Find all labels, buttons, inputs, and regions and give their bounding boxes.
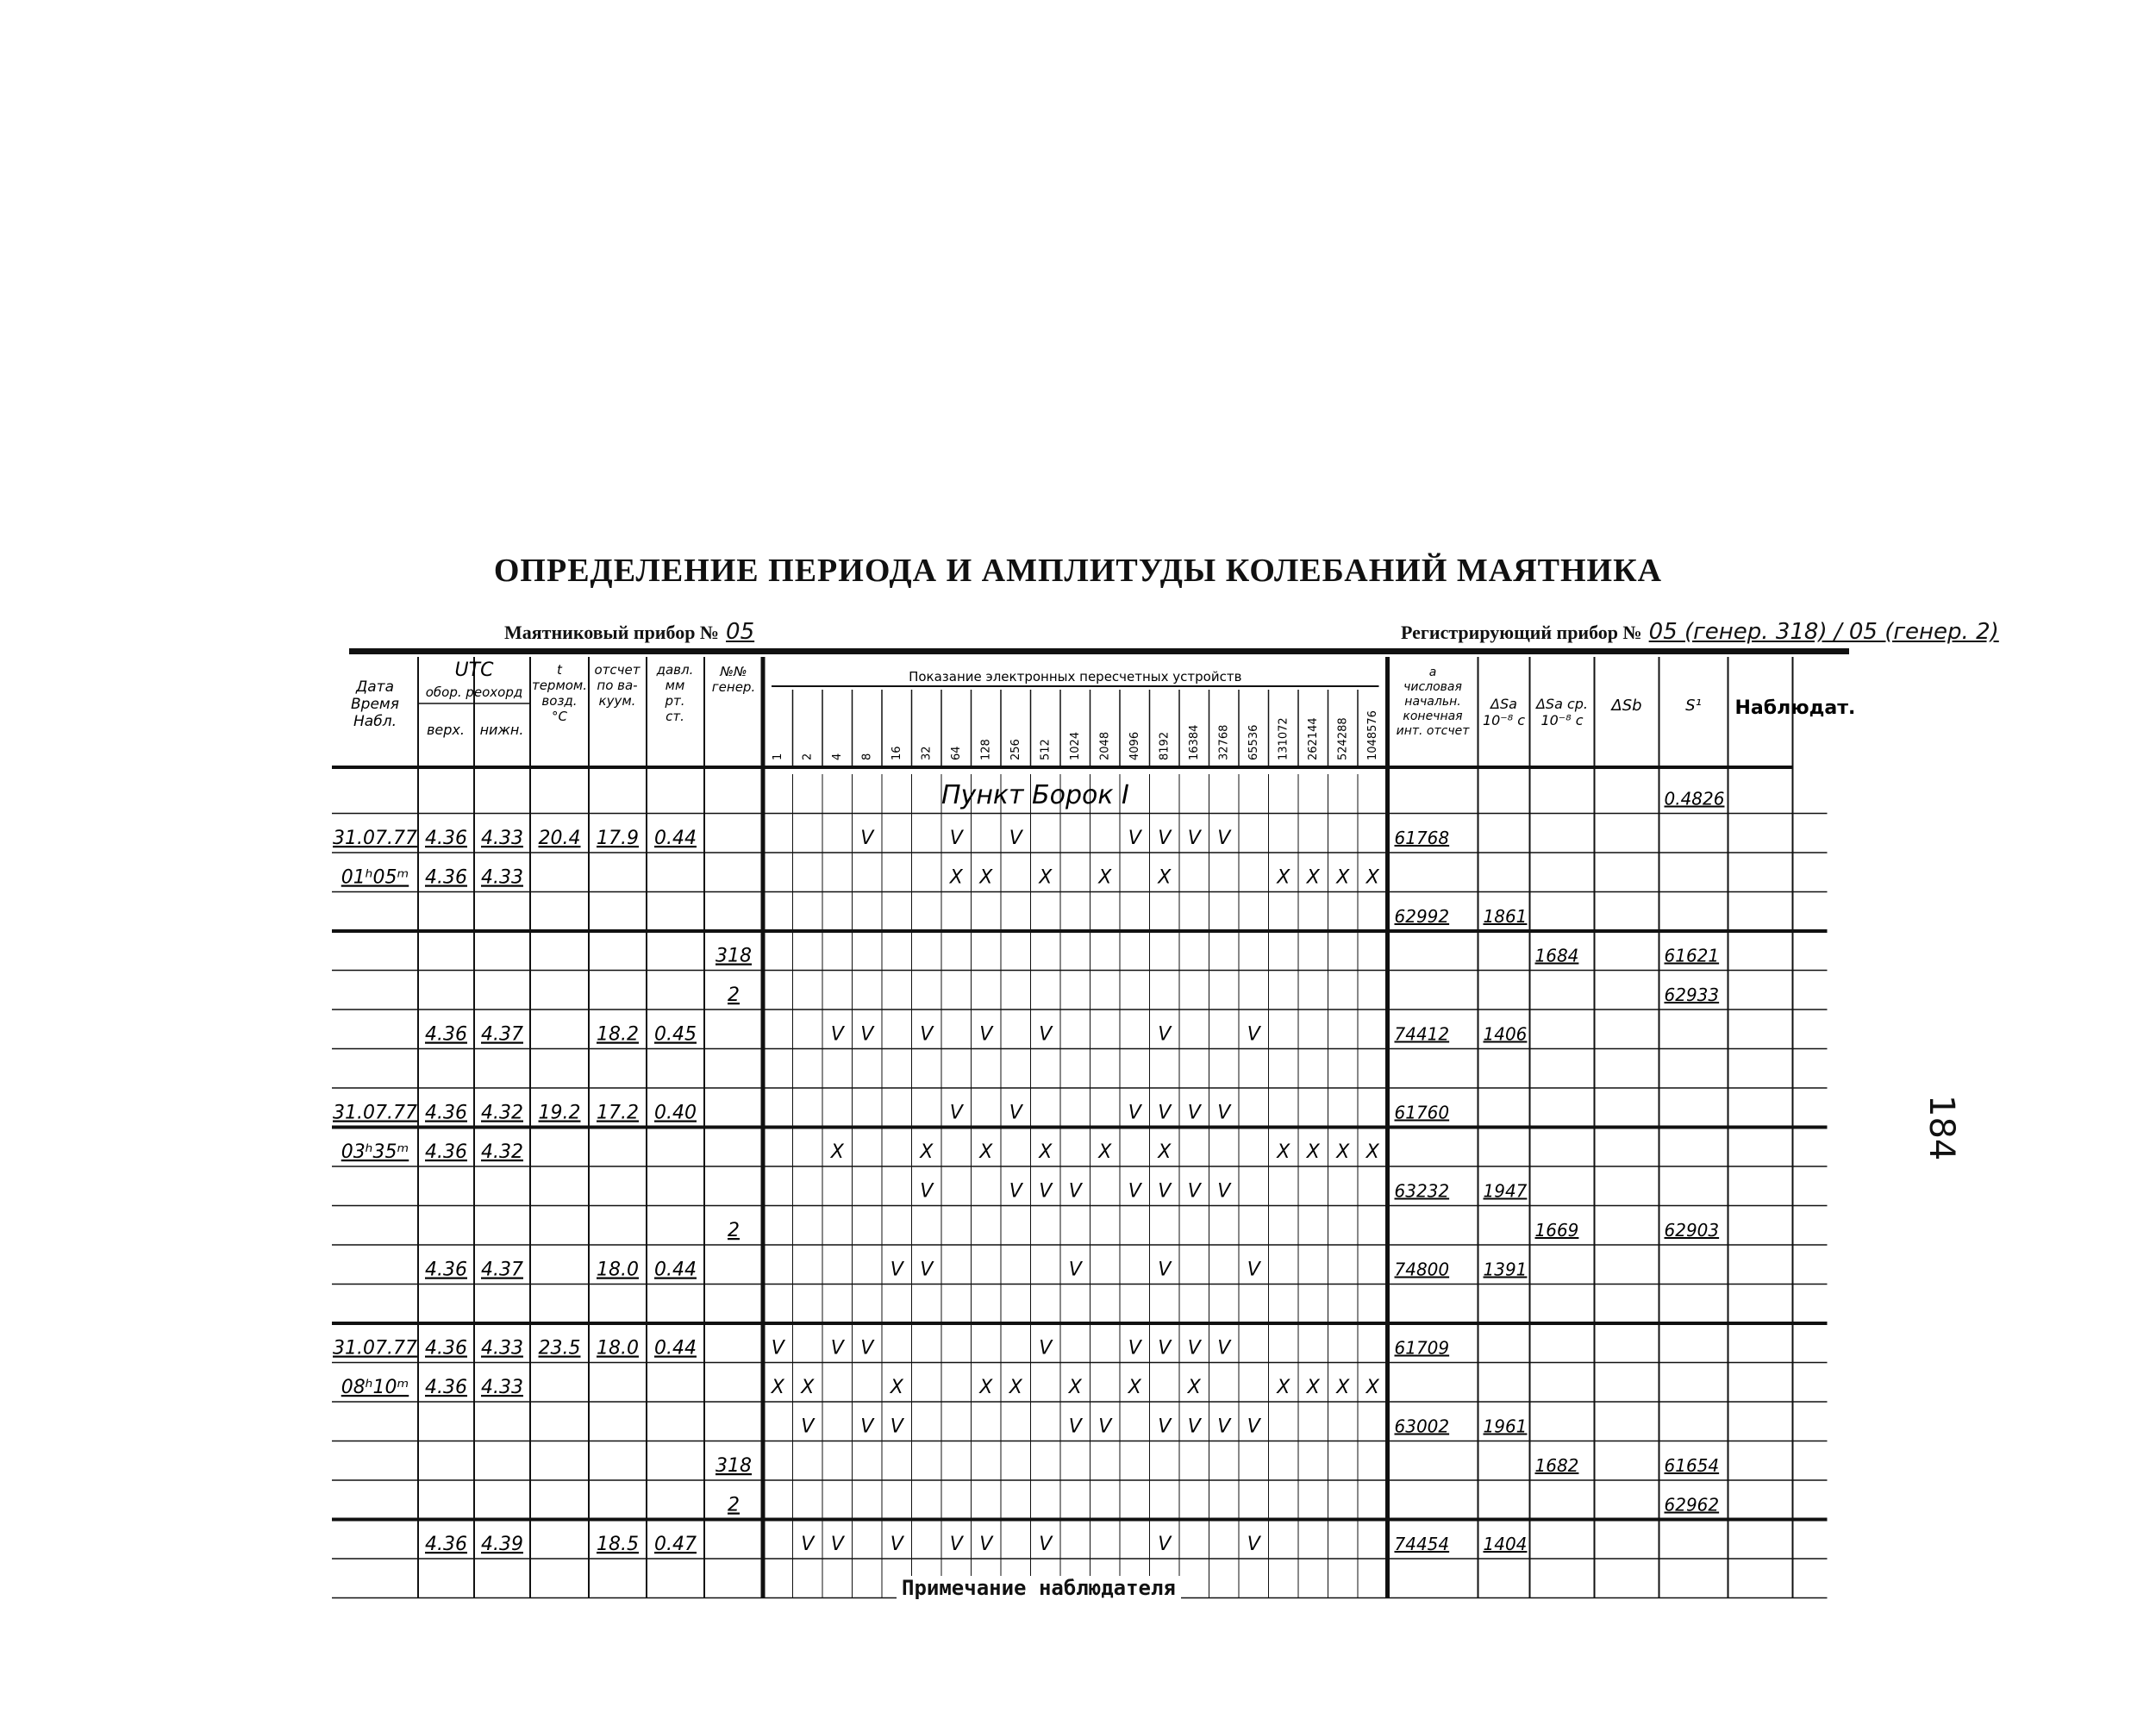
cell-a: 61709	[1394, 1337, 1450, 1359]
cell-lower: 4.33	[481, 866, 523, 889]
cell-vac: 17.9	[597, 828, 639, 849]
cell-upper: 4.36	[425, 1377, 467, 1398]
counter-header-131072: 131072	[1277, 717, 1290, 760]
counter-mark: V	[1158, 1180, 1172, 1203]
cell-vac: 18.5	[597, 1534, 639, 1555]
counter-mark: V	[1158, 1102, 1172, 1124]
cell-gen: 318	[716, 1455, 752, 1477]
cell-vac: 17.2	[597, 1102, 639, 1124]
cell-upper: 4.36	[425, 1141, 467, 1163]
cell-s1: 62933	[1664, 985, 1720, 1005]
counter-header-1024: 1024	[1068, 731, 1082, 760]
counter-mark: V	[1247, 1416, 1260, 1438]
dsa-header: 10⁻⁸ c	[1482, 712, 1526, 728]
counter-mark: X	[1336, 1141, 1350, 1163]
cell-a: 63002	[1394, 1416, 1450, 1437]
utc-sub-header: обор. реохорд	[425, 684, 523, 700]
counter-mark: X	[1306, 866, 1320, 889]
page-title: ОПРЕДЕЛЕНИЕ ПЕРИОДА И АМПЛИТУДЫ КОЛЕБАНИЙ МАЯТНИКА	[493, 553, 1663, 589]
generator-header: генер.	[711, 679, 756, 695]
counter-mark: V	[1068, 1416, 1082, 1438]
counter-mark: X	[1277, 1377, 1290, 1398]
counter-mark: V	[1039, 1337, 1053, 1360]
counter-mark: X	[1098, 1141, 1112, 1163]
counter-mark: X	[1187, 1377, 1201, 1398]
counter-mark: V	[1158, 1259, 1172, 1281]
counter-mark: V	[1158, 1416, 1172, 1438]
counter-mark: V	[1158, 828, 1172, 849]
cell-date: 31.07.77	[333, 1337, 417, 1360]
counter-mark: V	[1098, 1416, 1112, 1438]
counter-header-262144: 262144	[1306, 717, 1320, 760]
counter-mark: V	[1187, 1180, 1201, 1203]
counter-mark: V	[949, 1102, 963, 1124]
cell-dsa-avg: 1669	[1534, 1220, 1579, 1241]
counter-mark: V	[801, 1416, 815, 1438]
counter-mark: V	[1247, 1259, 1260, 1281]
counter-mark: X	[1128, 1377, 1141, 1398]
counter-mark: V	[949, 1534, 963, 1555]
a-header: a	[1428, 666, 1437, 679]
counter-mark: V	[1039, 1023, 1053, 1046]
counter-mark: X	[890, 1377, 903, 1398]
counter-header-1: 1	[771, 753, 784, 760]
counter-mark: V	[830, 1023, 844, 1046]
counter-header-65536: 65536	[1247, 724, 1260, 760]
counter-header-16384: 16384	[1187, 724, 1201, 760]
counter-mark: V	[1247, 1023, 1260, 1046]
counter-mark: V	[1187, 1102, 1201, 1124]
cell-dsa: 1406	[1483, 1023, 1528, 1045]
cell-gen: 2	[728, 1494, 740, 1516]
counter-mark: V	[1158, 1337, 1172, 1360]
date-time-header: Время	[351, 696, 399, 713]
counter-mark: V	[1009, 1102, 1022, 1124]
cell-a: 74454	[1394, 1534, 1450, 1554]
vacuum-header: по ва-	[597, 678, 638, 693]
counters-title: Показание электронных пересчетных устройств	[909, 669, 1242, 684]
counter-mark: V	[1247, 1534, 1260, 1555]
counter-mark: X	[830, 1141, 844, 1163]
cell-dsa: 1861	[1483, 906, 1528, 927]
counter-mark: X	[1277, 1141, 1290, 1163]
cell-upper: 4.36	[425, 866, 467, 889]
cell-upper: 4.36	[425, 1337, 467, 1360]
counter-mark: V	[920, 1259, 934, 1281]
counter-mark: X	[771, 1377, 784, 1398]
cell-press: 0.44	[654, 1259, 697, 1281]
cell-press: 0.40	[654, 1102, 697, 1124]
vacuum-header: куум.	[598, 693, 636, 709]
counter-header-524288: 524288	[1336, 717, 1350, 760]
cell-s1: 61621	[1664, 945, 1720, 966]
counter-mark: V	[830, 1337, 844, 1360]
cell-t: 23.5	[538, 1337, 581, 1360]
counter-mark: X	[1039, 866, 1053, 889]
dsb-header: ΔSb	[1611, 697, 1642, 715]
counter-header-256: 256	[1009, 739, 1022, 760]
pendulum-device-value: 05	[726, 619, 755, 645]
recording-device-label: Регистрирующий прибор №	[1401, 622, 1642, 643]
cell-upper: 4.36	[425, 1023, 467, 1046]
counter-header-128: 128	[979, 739, 993, 760]
counter-mark: V	[920, 1023, 934, 1046]
cell-date: 31.07.77	[333, 828, 417, 849]
cell-upper: 4.36	[425, 1259, 467, 1281]
generator-header: №№	[720, 664, 747, 679]
counter-mark: X	[979, 1377, 993, 1398]
dsa-avg-header: 10⁻⁸ c	[1540, 712, 1584, 728]
cell-upper: 4.36	[425, 1102, 467, 1124]
counter-mark: V	[890, 1416, 903, 1438]
cell-a: 61760	[1394, 1102, 1450, 1123]
cell-date: 03ʰ35ᵐ	[341, 1141, 409, 1163]
counter-mark: V	[860, 828, 874, 849]
date-time-header: Набл.	[353, 713, 397, 730]
counter-mark: V	[1068, 1180, 1082, 1203]
counter-mark: X	[1098, 866, 1112, 889]
counter-header-1048576: 1048576	[1365, 710, 1379, 760]
a-header: начальн.	[1404, 695, 1461, 709]
counter-header-8192: 8192	[1158, 731, 1172, 760]
pressure-header: рт.	[665, 693, 685, 709]
cell-date: 01ʰ05ᵐ	[341, 866, 409, 889]
a-header: конечная	[1403, 709, 1463, 723]
observer-note: Примечание наблюдателя	[897, 1576, 1181, 1600]
counter-mark: X	[920, 1141, 934, 1163]
counter-mark: V	[1187, 828, 1201, 849]
counter-mark: V	[979, 1023, 993, 1046]
cell-press: 0.44	[654, 1337, 697, 1360]
pressure-header: ст.	[666, 709, 684, 724]
cell-vac: 18.0	[597, 1337, 639, 1360]
cell-a: 61768	[1394, 828, 1450, 848]
counter-mark: V	[1009, 828, 1022, 849]
cell-vac: 18.2	[597, 1023, 639, 1046]
cell-press: 0.47	[654, 1534, 697, 1555]
recording-device-field	[1401, 619, 1999, 645]
cell-a: 62992	[1394, 906, 1450, 927]
counter-mark: X	[1158, 1141, 1172, 1163]
counter-mark: V	[1158, 1023, 1172, 1046]
counter-header-512: 512	[1039, 739, 1053, 760]
counter-mark: V	[860, 1416, 874, 1438]
counter-mark: X	[1277, 866, 1290, 889]
counter-mark: V	[1187, 1416, 1201, 1438]
counter-mark: V	[1187, 1337, 1201, 1360]
a-header: инт. отсчет	[1396, 724, 1470, 738]
counter-mark: V	[1039, 1180, 1053, 1203]
utc-header: UTC	[454, 659, 494, 681]
counter-header-4: 4	[830, 753, 844, 760]
cell-a: 63232	[1394, 1180, 1450, 1202]
counter-mark: X	[1336, 1377, 1350, 1398]
cell-lower: 4.32	[481, 1102, 523, 1124]
station-note: Пункт Борок I	[941, 780, 1129, 810]
counter-mark: V	[830, 1534, 844, 1555]
cell-date: 31.07.77	[333, 1102, 417, 1124]
cell-gen: 318	[716, 945, 752, 967]
cell-lower: 4.37	[481, 1259, 523, 1281]
dsa-header: ΔSa	[1490, 696, 1517, 712]
cell-lower: 4.39	[481, 1534, 523, 1555]
counter-mark: X	[1158, 866, 1172, 889]
utc-lower-header: нижн.	[479, 722, 524, 738]
counter-header-32: 32	[920, 746, 934, 760]
cell-s1: 61654	[1664, 1455, 1720, 1476]
counter-mark: V	[1217, 1416, 1231, 1438]
temperature-header: возд.	[541, 693, 578, 709]
header-rule	[349, 648, 1849, 654]
temperature-header: °C	[552, 709, 567, 724]
cell-s1: 0.4826	[1664, 788, 1725, 809]
counter-mark: V	[890, 1534, 903, 1555]
counter-mark: X	[1306, 1141, 1320, 1163]
counter-mark: X	[979, 866, 993, 889]
pendulum-device-label: Маятниковый прибор №	[504, 622, 720, 643]
counter-mark: X	[1068, 1377, 1082, 1398]
dsa-avg-header: ΔSa ср.	[1535, 696, 1589, 712]
cell-lower: 4.37	[481, 1023, 523, 1046]
counter-mark: V	[801, 1534, 815, 1555]
cell-dsa: 1961	[1483, 1416, 1528, 1437]
a-header: числовая	[1403, 680, 1462, 694]
cell-lower: 4.33	[481, 1377, 523, 1398]
cell-t: 20.4	[538, 828, 581, 849]
pressure-header: мм	[665, 678, 685, 693]
counter-mark: X	[1365, 866, 1379, 889]
counter-mark: V	[1039, 1534, 1053, 1555]
cell-upper: 4.36	[425, 828, 467, 849]
cell-a: 74412	[1394, 1023, 1450, 1045]
cell-gen: 2	[728, 1220, 740, 1241]
counter-header-4096: 4096	[1128, 731, 1141, 760]
counter-mark: V	[890, 1259, 903, 1281]
cell-dsa: 1391	[1483, 1259, 1528, 1280]
counter-mark: X	[1009, 1377, 1022, 1398]
pressure-header: давл.	[656, 662, 694, 678]
counter-mark: X	[1365, 1141, 1379, 1163]
cell-upper: 4.36	[425, 1534, 467, 1555]
counter-mark: V	[1128, 828, 1141, 849]
page-number: 184	[1922, 1095, 1961, 1161]
cell-gen: 2	[728, 985, 740, 1006]
counter-mark: X	[801, 1377, 815, 1398]
counter-mark: V	[949, 828, 963, 849]
counter-mark: X	[949, 866, 963, 889]
cell-a: 74800	[1394, 1259, 1450, 1280]
s1-header: S¹	[1685, 697, 1702, 715]
cell-vac: 18.0	[597, 1259, 639, 1281]
observation-table	[332, 657, 1953, 1614]
counter-mark: V	[771, 1337, 784, 1360]
counter-mark: V	[1217, 1180, 1231, 1203]
cell-t: 19.2	[538, 1102, 581, 1124]
recording-device-value: 05 (генер. 318) / 05 (генер. 2)	[1648, 619, 1999, 645]
counter-mark: V	[1158, 1534, 1172, 1555]
cell-press: 0.45	[654, 1023, 697, 1046]
cell-date: 08ʰ10ᵐ	[341, 1377, 409, 1398]
cell-dsa-avg: 1682	[1534, 1455, 1579, 1476]
counter-header-2048: 2048	[1098, 731, 1112, 760]
counter-header-8: 8	[860, 753, 874, 760]
cell-s1: 62962	[1664, 1494, 1720, 1516]
pendulum-device-field	[504, 619, 754, 645]
counter-header-64: 64	[949, 746, 963, 760]
observer-header: Наблюдат.	[1734, 697, 1856, 719]
counter-mark: V	[1128, 1102, 1141, 1124]
vacuum-header: отсчет	[594, 662, 641, 678]
utc-upper-header: верх.	[427, 722, 465, 738]
counter-mark: V	[860, 1023, 874, 1046]
cell-dsa-avg: 1684	[1534, 945, 1579, 966]
temperature-header: t	[557, 662, 562, 678]
counter-mark: X	[979, 1141, 993, 1163]
counter-mark: V	[920, 1180, 934, 1203]
cell-press: 0.44	[654, 828, 697, 849]
cell-dsa: 1404	[1483, 1534, 1528, 1554]
counter-header-32768: 32768	[1217, 724, 1231, 760]
temperature-header: термом.	[531, 678, 588, 693]
cell-lower: 4.33	[481, 828, 523, 849]
counter-mark: V	[1128, 1180, 1141, 1203]
counter-mark: X	[1365, 1377, 1379, 1398]
counter-mark: V	[1217, 1102, 1231, 1124]
counter-mark: V	[1128, 1337, 1141, 1360]
counter-mark: X	[1039, 1141, 1053, 1163]
cell-lower: 4.33	[481, 1337, 523, 1360]
counter-mark: V	[979, 1534, 993, 1555]
counter-mark: X	[1306, 1377, 1320, 1398]
cell-lower: 4.32	[481, 1141, 523, 1163]
cell-dsa: 1947	[1483, 1180, 1528, 1202]
counter-mark: V	[1068, 1259, 1082, 1281]
cell-s1: 62903	[1664, 1220, 1720, 1241]
date-time-header: Дата	[355, 678, 395, 696]
counter-header-2: 2	[801, 753, 815, 760]
counter-mark: V	[1009, 1180, 1022, 1203]
counter-mark: V	[1217, 1337, 1231, 1360]
counter-mark: V	[1217, 828, 1231, 849]
counter-mark: X	[1336, 866, 1350, 889]
counter-header-16: 16	[890, 746, 903, 760]
counter-mark: V	[860, 1337, 874, 1360]
